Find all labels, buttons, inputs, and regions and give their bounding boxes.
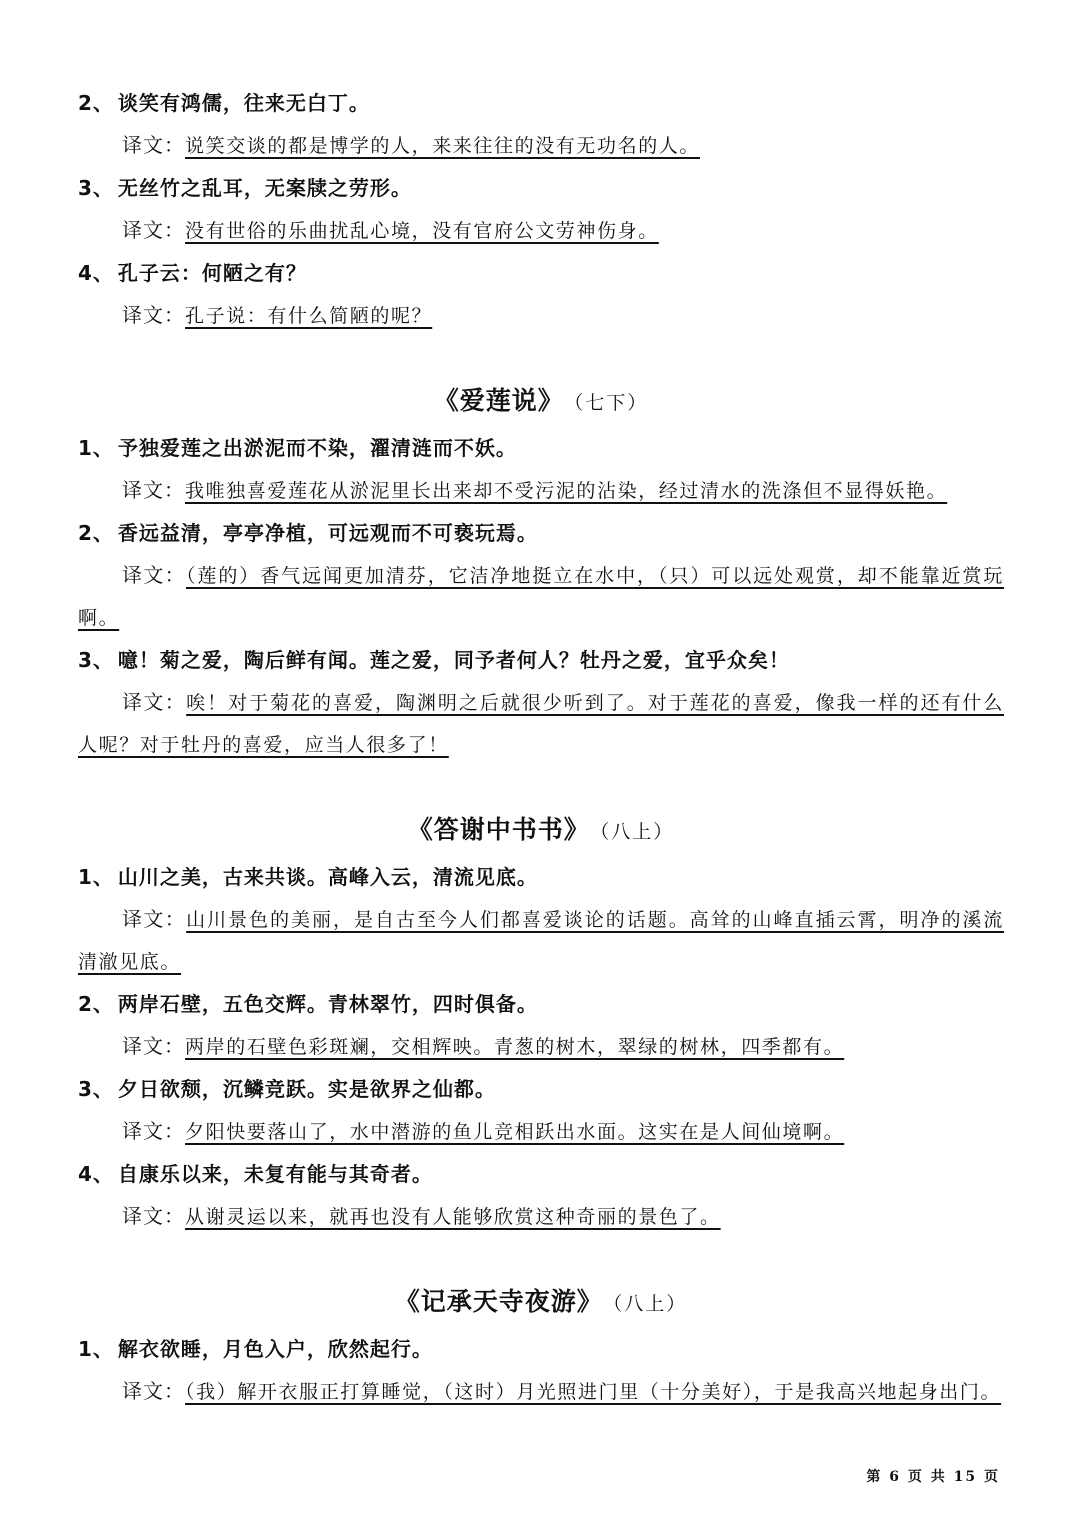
original-sentence [78, 1068, 1004, 1110]
translation-label: 译文： [122, 303, 185, 327]
translation-text: （莲的）香气远闻更加清芬，它洁净地挺立在水中，（只）可以远处观赏，却不能靠近赏玩啊。 [78, 565, 1004, 629]
section-title [78, 381, 1004, 421]
section-da-xie-zhong-shu-shu [78, 810, 1004, 1238]
item-number: 1、 [78, 436, 114, 460]
translation-text: 我唯独喜爱莲花从淤泥里长出来却不受污泥的沾染，经过清水的洗涤但不显得妖艳。 [185, 480, 948, 502]
original-sentence [78, 82, 1004, 124]
item-number: 3、 [78, 648, 114, 672]
list-item [78, 1328, 1004, 1413]
translation [78, 469, 1004, 512]
original-text: 无丝竹之乱耳，无案牍之劳形。 [117, 176, 412, 200]
grade-label: （八上） [599, 821, 675, 843]
section-title-text: 《爱莲说》 [433, 386, 564, 415]
item-number: 3、 [78, 1077, 114, 1101]
translation-label: 译文： [122, 563, 186, 587]
translation-text: 从谢灵运以来，就再也没有人能够欣赏这种奇丽的景色了。 [185, 1206, 721, 1228]
item-number: 3、 [78, 176, 114, 200]
section-title-text: 《答谢中书书》 [407, 815, 590, 844]
original-text: 予独爱莲之出淤泥而不染，濯清涟而不妖。 [117, 436, 517, 460]
item-number: 2、 [78, 91, 114, 115]
translation-text: 没有世俗的乐曲扰乱心境，没有官府公文劳神伤身。 [185, 220, 659, 242]
section-ai-lian-shuo [78, 381, 1004, 766]
translation-label: 译文： [122, 1034, 185, 1058]
original-text: 噫！菊之爱，陶后鲜有闻。莲之爱，同予者何人？牡丹之爱，宜乎众矣！ [117, 648, 790, 672]
translation [78, 554, 1004, 639]
item-number: 2、 [78, 992, 114, 1016]
section-title [78, 810, 1004, 850]
list-item [78, 512, 1004, 639]
translation [78, 1370, 1004, 1413]
original-text: 解衣欲睡，月色入户，欣然起行。 [117, 1337, 433, 1361]
translation-text: 唉！对于菊花的喜爱，陶渊明之后就很少听到了。对于莲花的喜爱，像我一样的还有什么人呢？对于牡丹的喜爱，应当人很多了！ [78, 692, 1005, 756]
section-title [78, 1282, 1004, 1322]
original-sentence [78, 167, 1004, 209]
original-sentence [78, 512, 1004, 554]
list-item [78, 1153, 1004, 1238]
translation-label: 译文： [122, 1204, 185, 1228]
original-text: 自康乐以来，未复有能与其奇者。 [117, 1162, 433, 1186]
grade-label: （八上） [612, 1293, 688, 1315]
original-sentence [78, 1328, 1004, 1370]
section-ji-cheng-tian-si-ye-you [78, 1282, 1004, 1413]
translation [78, 124, 1004, 167]
list-item [78, 427, 1004, 512]
translation-text: 孔子说：有什么简陋的呢？ [185, 305, 433, 327]
original-text: 两岸石壁，五色交辉。青林翠竹，四时俱备。 [117, 992, 538, 1016]
translation [78, 1195, 1004, 1238]
translation-label: 译文： [122, 133, 185, 157]
translation-label: 译文： [122, 478, 185, 502]
translation [78, 1025, 1004, 1068]
item-number: 4、 [78, 261, 114, 285]
translation [78, 681, 1004, 766]
original-sentence [78, 983, 1004, 1025]
translation-text: （我）解开衣服正打算睡觉，（这时）月光照进门里（十分美好），于是我高兴地起身出门。 [185, 1381, 1002, 1403]
grade-label: （七下） [573, 392, 649, 414]
list-item [78, 983, 1004, 1068]
list-item [78, 167, 1004, 252]
translation [78, 209, 1004, 252]
translation-text: 说笑交谈的都是博学的人，来来往往的没有无功名的人。 [185, 135, 701, 157]
translation-text: 夕阳快要落山了，水中潜游的鱼儿竞相跃出水面。这实在是人间仙境啊。 [185, 1121, 845, 1143]
translation [78, 294, 1004, 337]
translation-label: 译文： [122, 1119, 185, 1143]
translation [78, 1110, 1004, 1153]
original-sentence [78, 1153, 1004, 1195]
page-number: 第 6 页 共 15 页 [866, 1469, 1000, 1485]
list-item [78, 639, 1004, 766]
section-continued [78, 82, 1004, 337]
item-number: 1、 [78, 1337, 114, 1361]
content [78, 82, 1004, 1413]
translation-label: 译文： [122, 907, 187, 931]
translation [78, 898, 1004, 983]
original-sentence [78, 427, 1004, 469]
translation-label: 译文： [122, 690, 187, 714]
item-number: 2、 [78, 521, 114, 545]
item-number: 1、 [78, 865, 114, 889]
original-text: 夕日欲颓，沉鳞竞跃。实是欲界之仙都。 [117, 1077, 496, 1101]
translation-label: 译文： [122, 1379, 185, 1403]
original-sentence [78, 252, 1004, 294]
item-number: 4、 [78, 1162, 114, 1186]
list-item [78, 252, 1004, 337]
original-sentence [78, 639, 1004, 681]
original-text: 孔子云：何陋之有？ [117, 261, 307, 285]
original-text: 香远益清，亭亭净植，可远观而不可亵玩焉。 [117, 521, 538, 545]
translation-text: 两岸的石壁色彩斑斓，交相辉映。青葱的树木，翠绿的树林，四季都有。 [185, 1036, 845, 1058]
translation-label: 译文： [122, 218, 185, 242]
list-item [78, 856, 1004, 983]
section-title-text: 《记承天寺夜游》 [394, 1287, 603, 1316]
list-item [78, 1068, 1004, 1153]
original-text: 谈笑有鸿儒，往来无白丁。 [117, 91, 370, 115]
original-sentence [78, 856, 1004, 898]
list-item [78, 82, 1004, 167]
original-text: 山川之美，古来共谈。高峰入云，清流见底。 [117, 865, 538, 889]
translation-text: 山川景色的美丽，是自古至今人们都喜爱谈论的话题。高耸的山峰直插云霄，明净的溪流清澈见底。 [78, 909, 1005, 973]
